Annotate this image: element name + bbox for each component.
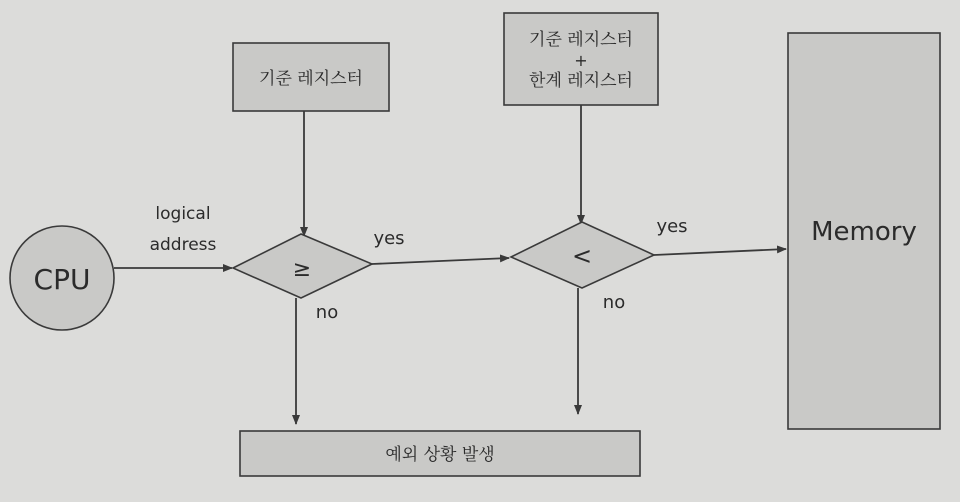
base-limit-label-line2: + — [574, 51, 588, 70]
cpu-label: CPU — [33, 263, 91, 296]
no-label-lt: no — [602, 292, 626, 313]
yes-label-lt: yes — [656, 216, 688, 237]
yes-label-ge: yes — [373, 228, 405, 249]
logical-address-label-line1: logical — [155, 204, 211, 224]
base-limit-label-line1: 기준 레지스터 — [529, 30, 633, 50]
arrow-compare-ge-to-compare-lt — [372, 258, 509, 264]
compare-ge-symbol: ≥ — [292, 257, 312, 282]
exception-label: 예외 상황 발생 — [385, 445, 495, 465]
compare-lt-symbol: < — [571, 242, 593, 270]
no-label-ge: no — [315, 302, 339, 323]
arrow-compare-lt-to-memory — [654, 249, 786, 255]
base-limit-label-line3: 한계 레지스터 — [529, 71, 633, 91]
logical-address-label-line2: address — [149, 235, 217, 255]
base-register-label: 기준 레지스터 — [259, 69, 363, 89]
memory-label: Memory — [811, 217, 917, 247]
